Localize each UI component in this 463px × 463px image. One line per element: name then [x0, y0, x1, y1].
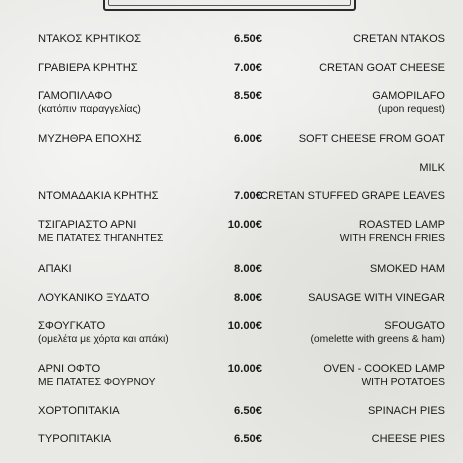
- english-name: GAMOPILAFO (upon request): [372, 90, 445, 115]
- price: 6.50€: [234, 405, 262, 417]
- price: 7.00€: [234, 190, 262, 202]
- greek-name: ΛΟΥΚΑΝΙΚΟ ΞΥΔΑΤΟ: [38, 292, 150, 304]
- english-name: ROASTED LAMP WITH FRENCH FRIES: [339, 219, 445, 244]
- english-name: SOFT CHEESE FROM GOAT: [298, 133, 445, 145]
- price: 7.00€: [234, 62, 262, 74]
- english-name: SFOUGATO (omelette with greens & ham): [310, 320, 445, 345]
- price: 10.00€: [227, 320, 262, 332]
- english-name: CRETAN STUFFED GRAPE LEAVES: [260, 190, 445, 202]
- greek-name: ΑΡΝΙ ΟΦΤΟ ΜΕ ΠΑΤΑΤΕΣ ΦΟΥΡΝΟΥ: [38, 363, 156, 388]
- english-name: OVEN - COOKED LAMP WITH POTATOES: [323, 363, 445, 388]
- price: 8.00€: [234, 263, 262, 275]
- greek-name: ΓΡΑΒΙΕΡΑ ΚΡΗΤΗΣ: [38, 62, 138, 74]
- greek-name: ΣΦΟΥΓΚΑΤΟ (ομελέτα με χόρτα και απάκι): [38, 320, 169, 345]
- price: 6.50€: [234, 433, 262, 445]
- english-name: SMOKED HAM: [369, 263, 445, 275]
- english-name: SAUSAGE WITH VINEGAR: [308, 292, 445, 304]
- english-name: CHEESE PIES: [371, 433, 445, 445]
- english-name: CRETAN GOAT CHEESE: [319, 62, 445, 74]
- greek-name: ΑΠΑΚΙ: [38, 263, 72, 275]
- greek-name: ΝΤΑΚΟΣ ΚΡΗΤΙΚΟΣ: [38, 33, 142, 45]
- english-name: MILK: [419, 162, 445, 174]
- price: 10.00€: [227, 219, 262, 231]
- price: 8.00€: [234, 292, 262, 304]
- greek-name: ΧΟΡΤΟΠΙΤΑΚΙΑ: [38, 405, 120, 417]
- english-name: SPINACH PIES: [367, 405, 445, 417]
- price: 8.50€: [234, 90, 262, 102]
- greek-name: ΝΤΟΜΑΔΑΚΙΑ ΚΡΗΤΗΣ: [38, 190, 159, 202]
- price: 6.00€: [234, 133, 262, 145]
- price: 6.50€: [234, 33, 262, 45]
- price: 10.00€: [227, 363, 262, 375]
- greek-name: ΤΣΙΓΑΡΙΑΣΤΟ ΑΡΝΙ ΜΕ ΠΑΤΑΤΕΣ ΤΗΓΑΝΗΤΕΣ: [38, 219, 164, 244]
- english-name: CRETAN NTAKOS: [353, 33, 445, 45]
- greek-name: ΤΥΡΟΠΙΤΑΚΙΑ: [38, 433, 112, 445]
- greek-name: ΜΥΖΗΘΡΑ ΕΠΟΧΗΣ: [38, 133, 142, 145]
- greek-name: ΓΑΜΟΠΙΛΑΦΟ (κατόπιν παραγγελίας): [38, 90, 141, 115]
